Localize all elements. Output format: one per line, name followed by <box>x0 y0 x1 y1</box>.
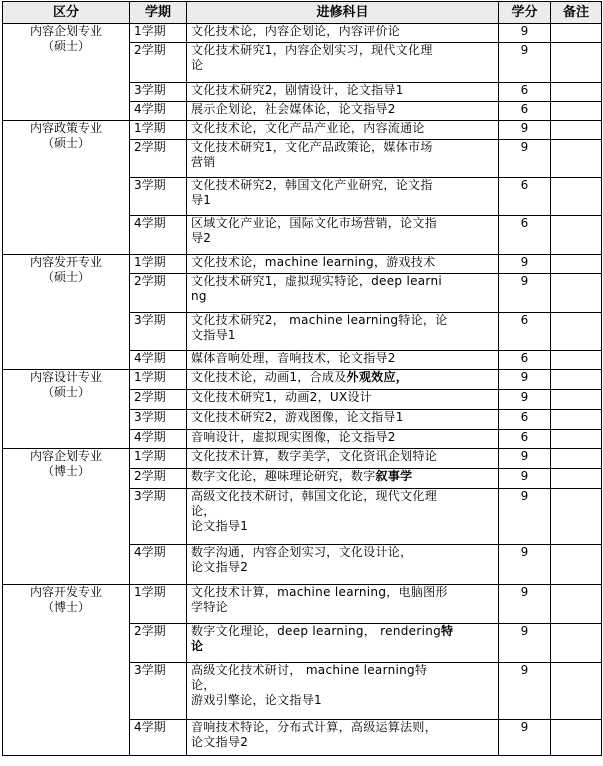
subjects-text-bold: 外观效应， <box>346 370 409 384</box>
subjects-cell <box>187 274 499 313</box>
header-credits: 学分 <box>499 2 551 24</box>
subjects-text-bold: 特 <box>441 624 454 638</box>
program-name: 内容企划专业 <box>29 449 102 463</box>
semester-cell: 4学期 <box>130 102 187 121</box>
subjects-cell <box>187 390 499 410</box>
program-name: 内容企划专业 <box>29 24 102 38</box>
subjects-text: 数字沟通，内容企划实习，文化设计论， <box>191 545 413 559</box>
subjects-line <box>191 504 494 519</box>
remarks-cell <box>551 178 602 216</box>
subjects-cell <box>187 24 499 43</box>
subjects-line <box>191 560 494 575</box>
table-row <box>3 255 602 274</box>
credit-cell: 9 <box>499 274 551 313</box>
credit-cell: 9 <box>499 449 551 469</box>
credit-cell: 6 <box>499 216 551 255</box>
program-cell <box>3 255 130 370</box>
subjects-line <box>191 274 494 289</box>
program-cell <box>3 585 130 756</box>
semester-cell: 3学期 <box>130 410 187 430</box>
semester-cell: 2学期 <box>130 469 187 489</box>
remarks-cell <box>551 83 602 102</box>
credit-cell: 9 <box>499 255 551 274</box>
semester-cell: 2学期 <box>130 140 187 178</box>
subjects-text: 文化技术研究2，剧情设计，论文指导1 <box>191 83 404 97</box>
semester-cell: 2学期 <box>130 390 187 410</box>
subjects-text: 数字文化论，趣味理论研究，数字 <box>191 469 376 483</box>
curriculum-table <box>2 1 602 756</box>
subjects-text: 文化技术研究1，动画2，UX设计 <box>191 390 373 404</box>
subjects-line <box>191 140 494 155</box>
subjects-text: 文化技术论，动画1，合成及 <box>191 370 347 384</box>
subjects-cell <box>187 545 499 585</box>
subjects-text: 文指导1 <box>191 328 236 342</box>
table-row <box>3 449 602 469</box>
remarks-cell <box>551 121 602 140</box>
credit-cell: 9 <box>499 663 551 720</box>
subjects-line <box>191 469 494 484</box>
subjects-line <box>191 255 494 270</box>
subjects-line <box>191 624 494 639</box>
remarks-cell <box>551 469 602 489</box>
subjects-line <box>191 24 494 39</box>
remarks-cell <box>551 449 602 469</box>
subjects-line <box>191 545 494 560</box>
credit-cell: 6 <box>499 430 551 449</box>
remarks-cell <box>551 140 602 178</box>
remarks-cell <box>551 624 602 663</box>
table-row <box>3 24 602 43</box>
credit-cell: 6 <box>499 410 551 430</box>
header-semester: 学期 <box>130 2 187 24</box>
subjects-line <box>191 735 494 750</box>
program-degree: （硕士） <box>41 270 90 284</box>
semester-cell: 1学期 <box>130 24 187 43</box>
remarks-cell <box>551 255 602 274</box>
subjects-text: 文化技术计算，machine learning，电脑图形 <box>191 585 448 599</box>
subjects-line <box>191 351 494 366</box>
subjects-line <box>191 231 494 246</box>
subjects-cell <box>187 370 499 390</box>
header-subjects: 进修科目 <box>187 2 499 24</box>
subjects-cell <box>187 410 499 430</box>
subjects-text: 高级文化技术研讨，韩国文化论，现代文化理 <box>191 489 438 503</box>
credit-cell: 6 <box>499 178 551 216</box>
subjects-line <box>191 313 494 328</box>
subjects-cell <box>187 489 499 545</box>
credit-cell: 9 <box>499 370 551 390</box>
program-name: 内容发开专业 <box>29 255 102 269</box>
program-degree: （硕士） <box>41 39 90 53</box>
subjects-text: 文化技术研究1，虚拟现实特论，deep learni <box>191 274 442 288</box>
subjects-line <box>191 216 494 231</box>
subjects-line <box>191 693 494 708</box>
subjects-text-bold: 叙事学 <box>375 469 413 483</box>
subjects-text: 文化技术研究1，文化产品政策论，媒体市场 <box>191 140 433 154</box>
subjects-text: 论 <box>191 58 204 72</box>
credit-cell: 9 <box>499 489 551 545</box>
subjects-text: 文化技术研究2，韩国文化产业研究，论文指 <box>191 178 433 192</box>
subjects-line <box>191 449 494 464</box>
credit-cell: 6 <box>499 83 551 102</box>
remarks-cell <box>551 43 602 83</box>
table-row <box>3 121 602 140</box>
remarks-cell <box>551 313 602 351</box>
remarks-cell <box>551 720 602 756</box>
subjects-cell <box>187 469 499 489</box>
subjects-cell <box>187 313 499 351</box>
subjects-text: 论文指导2 <box>191 735 249 749</box>
semester-cell: 3学期 <box>130 83 187 102</box>
subjects-line <box>191 155 494 170</box>
remarks-cell <box>551 585 602 624</box>
credit-cell: 9 <box>499 585 551 624</box>
semester-cell: 3学期 <box>130 178 187 216</box>
remarks-cell <box>551 102 602 121</box>
subjects-cell <box>187 663 499 720</box>
semester-cell: 4学期 <box>130 351 187 370</box>
table-body <box>3 24 602 756</box>
header-category: 区分 <box>3 2 130 24</box>
subjects-text-bold: 论 <box>191 639 204 653</box>
subjects-cell <box>187 102 499 121</box>
program-degree: （硕士） <box>41 385 90 399</box>
credit-cell: 9 <box>499 24 551 43</box>
subjects-cell <box>187 430 499 449</box>
credit-cell: 9 <box>499 43 551 83</box>
semester-cell: 1学期 <box>130 370 187 390</box>
program-degree: （硕士） <box>41 136 90 150</box>
subjects-line <box>191 720 494 735</box>
credit-cell: 9 <box>499 720 551 756</box>
remarks-cell <box>551 663 602 720</box>
subjects-text: 游戏引擎论，论文指导1 <box>191 693 322 707</box>
semester-cell: 2学期 <box>130 624 187 663</box>
credit-cell: 9 <box>499 469 551 489</box>
remarks-cell <box>551 24 602 43</box>
subjects-text: 文化技术计算，数字美学，文化资讯企划特论 <box>191 449 438 463</box>
header-row <box>3 2 602 24</box>
subjects-text: 论， <box>191 678 216 692</box>
subjects-text: 文化技术研究2，游戏图像，论文指导1 <box>191 410 404 424</box>
subjects-line <box>191 193 494 208</box>
subjects-line <box>191 410 494 425</box>
subjects-text: 论文指导2 <box>191 560 249 574</box>
program-name: 内容设计专业 <box>29 370 102 384</box>
subjects-line <box>191 102 494 117</box>
subjects-text: 文化技术论，machine learning，游戏技术 <box>191 255 436 269</box>
subjects-text: 音响技术特论，分布式计算，高级运算法则， <box>191 720 438 734</box>
program-cell <box>3 121 130 255</box>
semester-cell: 2学期 <box>130 43 187 83</box>
remarks-cell <box>551 351 602 370</box>
semester-cell: 1学期 <box>130 585 187 624</box>
subjects-cell <box>187 216 499 255</box>
credit-cell: 6 <box>499 351 551 370</box>
subjects-cell <box>187 83 499 102</box>
subjects-line <box>191 289 494 304</box>
remarks-cell <box>551 410 602 430</box>
semester-cell: 4学期 <box>130 430 187 449</box>
semester-cell: 1学期 <box>130 255 187 274</box>
remarks-cell <box>551 545 602 585</box>
remarks-cell <box>551 216 602 255</box>
table-row <box>3 370 602 390</box>
subjects-text: 音响设计，虚拟现实图像，论文指导2 <box>191 430 396 444</box>
subjects-cell <box>187 449 499 469</box>
subjects-line <box>191 519 494 534</box>
subjects-line <box>191 370 494 385</box>
semester-cell: 4学期 <box>130 545 187 585</box>
program-cell <box>3 370 130 449</box>
semester-cell: 3学期 <box>130 313 187 351</box>
program-name: 内容政策专业 <box>29 121 102 135</box>
subjects-text: 展示企划论，社会媒体论，论文指导2 <box>191 102 396 116</box>
remarks-cell <box>551 489 602 545</box>
program-name: 内容开发专业 <box>29 585 102 599</box>
subjects-cell <box>187 178 499 216</box>
semester-cell: 1学期 <box>130 121 187 140</box>
credit-cell: 9 <box>499 545 551 585</box>
subjects-line <box>191 390 494 405</box>
subjects-cell <box>187 255 499 274</box>
credit-cell: 9 <box>499 140 551 178</box>
header-remarks: 备注 <box>551 2 602 24</box>
subjects-text: 文化技术研究1，内容企划实习，现代文化理 <box>191 43 433 57</box>
subjects-line <box>191 58 494 73</box>
semester-cell: 3学期 <box>130 489 187 545</box>
subjects-text: 高级文化技术研讨， machine learning特 <box>191 663 428 677</box>
program-degree: （博士） <box>41 464 90 478</box>
subjects-text: 数字文化理论，deep learning， rendering <box>191 624 442 638</box>
semester-cell: 2学期 <box>130 274 187 313</box>
subjects-text: 学特论 <box>191 600 228 614</box>
subjects-text: 导1 <box>191 193 212 207</box>
subjects-text: 文化技术研究2， machine learning特论，论 <box>191 313 448 327</box>
subjects-cell <box>187 624 499 663</box>
subjects-text: 文化技术论，文化产品产业论，内容流通论 <box>191 121 425 135</box>
subjects-line <box>191 178 494 193</box>
subjects-line <box>191 678 494 693</box>
remarks-cell <box>551 274 602 313</box>
subjects-cell <box>187 140 499 178</box>
semester-cell: 4学期 <box>130 216 187 255</box>
subjects-text: 媒体音响处理，音响技术，论文指导2 <box>191 351 396 365</box>
subjects-line <box>191 43 494 58</box>
subjects-text: 论， <box>191 504 216 518</box>
credit-cell: 9 <box>499 121 551 140</box>
remarks-cell <box>551 370 602 390</box>
credit-cell: 9 <box>499 390 551 410</box>
subjects-line <box>191 600 494 615</box>
subjects-cell <box>187 351 499 370</box>
subjects-text: 文化技术论，内容企划论，内容评价论 <box>191 24 401 38</box>
subjects-line <box>191 430 494 445</box>
remarks-cell <box>551 390 602 410</box>
subjects-text: 论文指导1 <box>191 519 249 533</box>
subjects-line <box>191 663 494 678</box>
table-row <box>3 585 602 624</box>
program-degree: （博士） <box>41 600 90 614</box>
subjects-line <box>191 328 494 343</box>
subjects-text: 营销 <box>191 155 216 169</box>
subjects-line <box>191 639 494 654</box>
subjects-line <box>191 489 494 504</box>
credit-cell: 6 <box>499 102 551 121</box>
semester-cell: 1学期 <box>130 449 187 469</box>
subjects-text: ng <box>191 289 207 303</box>
subjects-line <box>191 83 494 98</box>
semester-cell: 3学期 <box>130 663 187 720</box>
subjects-text: 导2 <box>191 231 212 245</box>
subjects-cell <box>187 585 499 624</box>
program-cell <box>3 449 130 585</box>
subjects-line <box>191 585 494 600</box>
subjects-cell <box>187 43 499 83</box>
credit-cell: 9 <box>499 624 551 663</box>
subjects-line <box>191 121 494 136</box>
credit-cell: 6 <box>499 313 551 351</box>
semester-cell: 4学期 <box>130 720 187 756</box>
remarks-cell <box>551 430 602 449</box>
subjects-cell <box>187 720 499 756</box>
subjects-cell <box>187 121 499 140</box>
subjects-text: 区域文化产业论，国际文化市场营销，论文指 <box>191 216 438 230</box>
program-cell <box>3 24 130 121</box>
